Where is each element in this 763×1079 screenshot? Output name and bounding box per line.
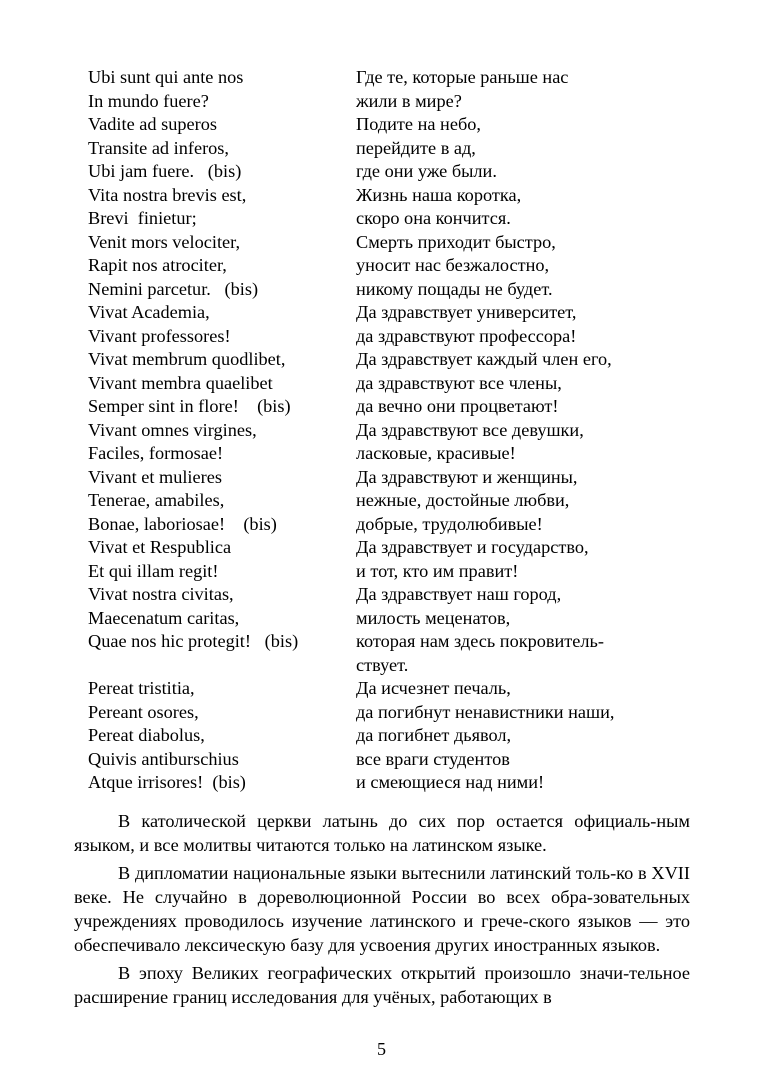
poem-line xyxy=(88,231,688,255)
poem-line xyxy=(88,748,688,772)
russian-line: Да здравствует наш город, xyxy=(356,584,562,604)
latin-line: Vivant et mulieres xyxy=(88,466,222,487)
latin-line: Vivant professores! xyxy=(88,325,231,346)
latin-line: Vivat membrum quodlibet, xyxy=(88,349,286,369)
poem-line xyxy=(88,583,688,607)
poem-line xyxy=(88,607,688,631)
paragraph-discoveries: В эпоху Великих географических открытий произошло значи-тельное расширение границ исследования для учёных, работающих в xyxy=(74,963,690,1007)
russian-line: да погибнет дьявол, xyxy=(356,725,512,745)
latin-line: Vivat nostra civitas, xyxy=(88,584,234,604)
russian-line: Да исчезнет печаль, xyxy=(356,678,511,698)
latin-line: Quae nos hic protegit! (bis) xyxy=(88,631,299,651)
poem-line xyxy=(88,442,688,466)
russian-line: Да здравствует и государство, xyxy=(356,537,589,557)
poem-line xyxy=(88,654,688,678)
latin-line: Rapit nos atrociter, xyxy=(88,255,227,275)
russian-line: нежные, достойные любви, xyxy=(356,490,570,510)
russian-line: Где те, которые раньше нас xyxy=(356,67,569,87)
russian-line: добрые, трудолюбивые! xyxy=(356,513,543,534)
russian-line: милость меценатов, xyxy=(356,607,511,628)
poem-line xyxy=(88,325,688,349)
latin-line: Ubi sunt qui ante nos xyxy=(88,67,244,87)
latin-line: Vivant membra quaelibet xyxy=(88,372,273,393)
poem-line xyxy=(88,90,688,114)
poem-line xyxy=(88,466,688,490)
latin-line: Atque irrisores! (bis) xyxy=(88,772,246,792)
latin-line: In mundo fuere? xyxy=(88,90,209,111)
latin-line: Quivis antiburschius xyxy=(88,748,239,769)
latin-line: Bonae, laboriosae! (bis) xyxy=(88,513,277,534)
body-text xyxy=(74,809,690,1013)
poem-line xyxy=(88,137,688,161)
latin-line: Venit mors velociter, xyxy=(88,231,241,252)
latin-line: Tenerae, amabiles, xyxy=(88,490,225,510)
latin-line: Vivant omnes virgines, xyxy=(88,419,257,440)
paragraph-church: В католической церкви латынь до сих пор остается официаль-ным языком, и все молитвы читаются только на латинском языке. xyxy=(74,811,690,855)
russian-line: перейдите в ад, xyxy=(356,137,476,158)
page-number: 5 xyxy=(377,1039,386,1059)
poem-line xyxy=(88,630,688,654)
russian-line: Да здравствуют все девушки, xyxy=(356,419,584,440)
poem-line xyxy=(88,771,688,795)
latin-line: Vita nostra brevis est, xyxy=(88,184,247,205)
poem-line xyxy=(88,536,688,560)
russian-line: Да здравствует каждый член его, xyxy=(356,349,612,369)
russian-line: да здравствуют профессора! xyxy=(356,325,577,346)
russian-line: никому пощады не будет. xyxy=(356,278,553,299)
poem-line xyxy=(88,395,688,419)
russian-line: Да здравствует университет, xyxy=(356,302,577,322)
latin-line: Ubi jam fuere. (bis) xyxy=(88,161,242,181)
russian-line: скоро она кончится. xyxy=(356,208,511,228)
russian-line: все враги студентов xyxy=(356,748,510,769)
latin-line: Nemini parcetur. (bis) xyxy=(88,278,259,299)
poem-line xyxy=(88,724,688,748)
latin-line: Semper sint in flore! (bis) xyxy=(88,396,291,416)
poem-line xyxy=(88,489,688,513)
poem-line xyxy=(88,160,688,184)
russian-line: и тот, кто им правит! xyxy=(356,560,519,581)
poem-line xyxy=(88,372,688,396)
russian-line: да вечно они процветают! xyxy=(356,396,559,416)
paragraph-diplomacy: В дипломатии национальные языки вытеснили латинский толь-ко в XVII веке. Не случайно в дореволюционной России во всех обра-зовательных учреждениях проводилось изучение латинского и грече-ского языков — это обеспечивало лексическую базу для усвоения других иностранных языков. xyxy=(74,863,690,955)
latin-line: Vivat Academia, xyxy=(88,302,210,322)
latin-line: Vadite ad superos xyxy=(88,114,217,134)
russian-line: Жизнь наша коротка, xyxy=(356,184,522,205)
poem-line xyxy=(88,66,688,90)
latin-line: Faciles, formosae! xyxy=(88,443,224,463)
poem-line xyxy=(88,184,688,208)
latin-line: Brevi finietur; xyxy=(88,208,197,228)
russian-line: да погибнут ненавистники наши, xyxy=(356,701,615,722)
russian-line: уносит нас безжалостно, xyxy=(356,255,550,275)
russian-line: ствует. xyxy=(356,654,409,675)
poem-line xyxy=(88,513,688,537)
latin-line: Pereant osores, xyxy=(88,701,199,722)
poem-line xyxy=(88,701,688,725)
gaudeamus-poem xyxy=(88,66,688,795)
poem-line xyxy=(88,348,688,372)
latin-line: Transite ad inferos, xyxy=(88,137,229,158)
russian-line: ласковые, красивые! xyxy=(356,443,516,463)
poem-line xyxy=(88,677,688,701)
russian-line: которая нам здесь покровитель- xyxy=(356,631,604,651)
latin-line: Pereat tristitia, xyxy=(88,678,195,698)
poem-line xyxy=(88,419,688,443)
russian-line: и смеющиеся над ними! xyxy=(356,772,545,792)
poem-line xyxy=(88,207,688,231)
latin-line: Maecenatum caritas, xyxy=(88,607,240,628)
russian-line: где они уже были. xyxy=(356,161,497,181)
russian-line: Смерть приходит быстро, xyxy=(356,231,556,252)
poem-line xyxy=(88,278,688,302)
poem-line xyxy=(88,113,688,137)
latin-line: Vivat et Respublica xyxy=(88,537,232,557)
poem-line xyxy=(88,560,688,584)
russian-line: жили в мире? xyxy=(356,90,462,111)
poem-line xyxy=(88,301,688,325)
russian-line: да здравствуют все члены, xyxy=(356,372,562,393)
russian-line: Подите на небо, xyxy=(356,114,481,134)
latin-line: Et qui illam regit! xyxy=(88,560,219,581)
russian-line: Да здравствуют и женщины, xyxy=(356,466,578,487)
latin-line: Pereat diabolus, xyxy=(88,725,205,745)
poem-line xyxy=(88,254,688,278)
